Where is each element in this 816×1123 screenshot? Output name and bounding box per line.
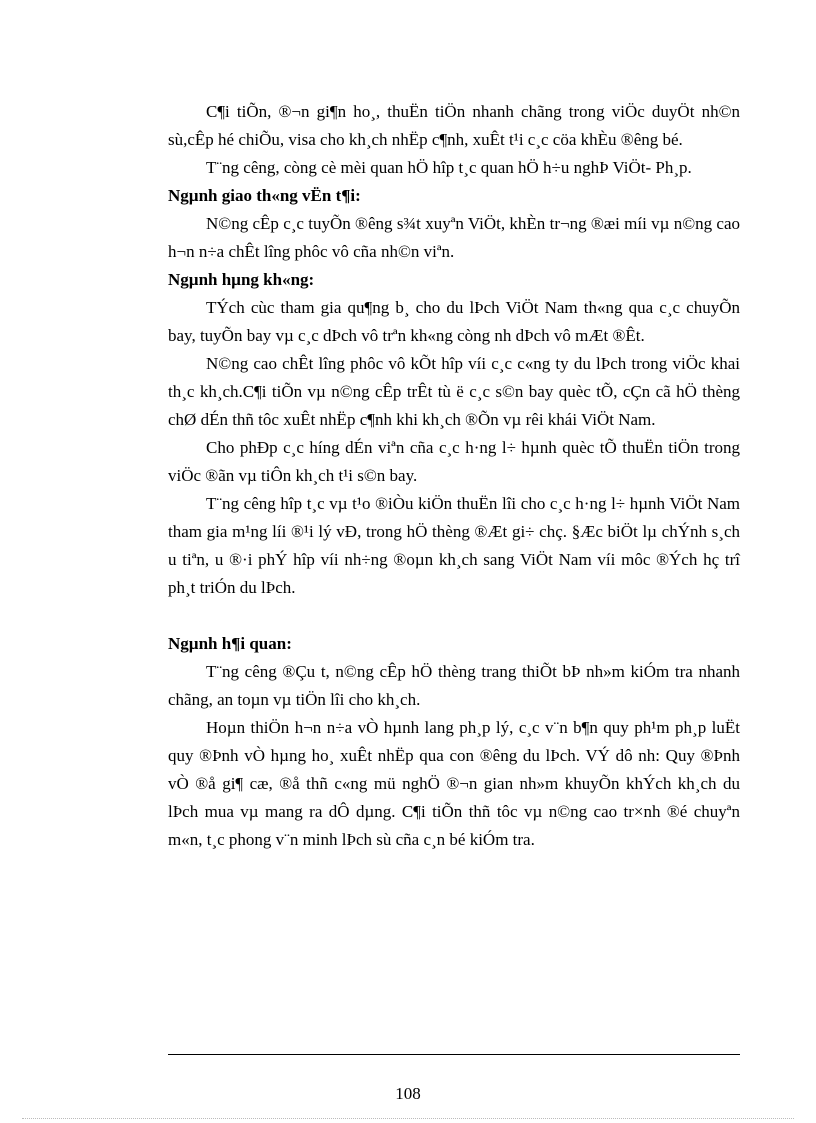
section-heading: Ngµnh giao th«ng vËn t¶i:: [168, 186, 361, 205]
body-paragraph: T¨ng cêng, còng cè mèi quan hÖ hîp t¸c quan hÖ h÷u nghÞ ViÖt- Ph¸p.: [206, 158, 692, 177]
body-paragraph: Cho phÐp c¸c híng dÉn viªn cña c¸c h·ng l÷ hµnh quèc tÕ thuËn tiÖn trong viÖc ®ãn vµ tiÔn kh¸ch t¹i s©n bay.: [168, 438, 740, 485]
footer-divider: [168, 1054, 740, 1055]
body-paragraph: N©ng cao chÊt lîng phôc vô kÕt hîp víi c¸c c«ng ty du lÞch trong viÖc khai th¸c kh¸ch.C¶i tiÕn vµ n©ng cÊp trÊt tù ë c¸c s©n bay quèc tÕ, cÇn cã hÖ thèng chØ dÉn thñ tôc xuÊt nhËp c¶nh khi kh¸ch ®Õn vµ rêi khái ViÖt Nam.: [168, 354, 740, 429]
page-body: [168, 98, 740, 854]
page-number: 108: [395, 1084, 421, 1103]
body-paragraph: Hoµn thiÖn h¬n n÷a vÒ hµnh lang ph¸p lý, c¸c v¨n b¶n quy ph¹m ph¸p luËt quy ®Þnh vÒ hµng ho¸ xuÊt nhËp qua con ®êng du lÞch. VÝ dô nh: Quy ®Þnh vÒ ®å gi¶ cæ, ®å thñ c«ng mü nghÖ ®¬n gian nh»m khuyÕn khÝch kh¸ch du lÞch mua vµ mang ra dÔ dµng. C¶i tiÕn thñ tôc vµ n©ng cao tr×nh ®é chuyªn m«n, t¸c phong v¨n minh lÞch sù cña c¸n bé kiÓm tra.: [168, 718, 740, 849]
blank-line: [168, 602, 740, 630]
section-heading: Ngµnh hµng kh«ng:: [168, 270, 315, 289]
body-paragraph: T¨ng cêng hîp t¸c vµ t¹o ®iÒu kiÖn thuËn lîi cho c¸c h·ng l÷ hµnh ViÖt Nam tham gia m¹ng líi ®¹i lý vÐ, trong hÖ thèng ®Æt gi÷ chç. §Æc biÖt lµ chÝnh s¸ch u tiªn, u ®·i phÝ hîp víi nh÷ng ®oµn kh¸ch sang ViÖt Nam víi môc ®Ých hç trî ph¸t triÓn du lÞch.: [168, 494, 740, 597]
body-paragraph: C¶i tiÕn, ®¬n gi¶n ho¸, thuËn tiÖn nhanh chãng trong viÖc duyÖt nh©n sù,cÊp hé chiÕu, visa cho kh¸ch nhËp c¶nh, xuÊt t¹i c¸c cöa khÈu ®êng bé.: [168, 102, 740, 149]
body-paragraph: TÝch cùc tham gia qu¶ng b¸ cho du lÞch ViÖt Nam th«ng qua c¸c chuyÕn bay, tuyÕn bay vµ c¸c dÞch vô trªn kh«ng còng nh dÞch vô mÆt ®Êt.: [168, 298, 740, 345]
body-paragraph: T¨ng cêng ®Çu t, n©ng cÊp hÖ thèng trang thiÕt bÞ nh»m kiÓm tra nhanh chãng, an toµn vµ tiÖn lîi cho kh¸ch.: [168, 662, 740, 709]
body-paragraph: N©ng cÊp c¸c tuyÕn ®êng s¾t xuyªn ViÖt, khÈn tr¬ng ®æi míi vµ n©ng cao h¬n n÷a chÊt lîng phôc vô cña nh©n viªn.: [168, 214, 740, 261]
section-heading: Ngµnh h¶i quan:: [168, 634, 292, 653]
page-edge-dotted-line: [22, 1118, 794, 1119]
